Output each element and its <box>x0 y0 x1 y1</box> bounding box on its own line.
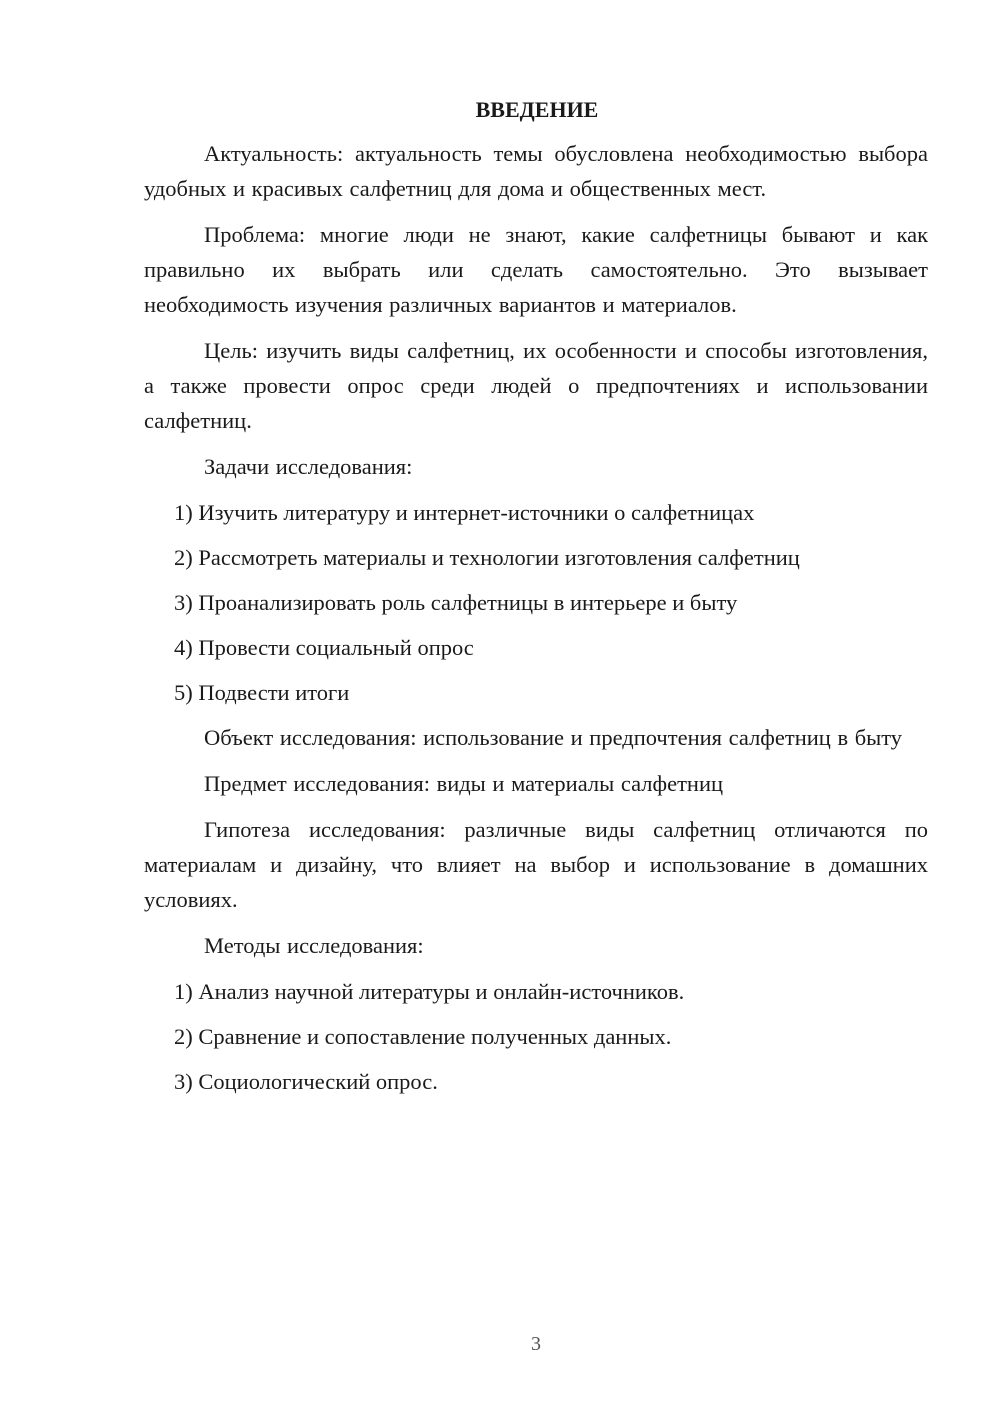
task-item: 5) Подвести итоги <box>174 680 350 705</box>
problem-paragraph: Проблема: многие люди не знают, какие салфетницы бывают и как правильно их выбрать или сделать самостоятельно. Это вызывает необходимость изучения различных вариантов и материалов. <box>144 222 928 317</box>
tasks-list <box>144 495 928 710</box>
method-item: 1) Анализ научной литературы и онлайн-источников. <box>174 979 685 1004</box>
task-item: 1) Изучить литературу и интернет-источники о салфетницах <box>174 500 755 525</box>
method-item: 2) Сравнение и сопоставление полученных данных. <box>174 1024 672 1049</box>
tasks-heading: Задачи исследования: <box>204 454 413 479</box>
methods-heading: Методы исследования: <box>204 933 424 958</box>
task-item: 4) Провести социальный опрос <box>174 635 474 660</box>
task-item: 2) Рассмотреть материалы и технологии изготовления салфетниц <box>174 545 800 570</box>
task-item: 3) Проанализировать роль салфетницы в интерьере и быту <box>174 590 738 615</box>
relevance-paragraph: Актуальность: актуальность темы обусловлена необходимостью выбора удобных и красивых салфетниц для дома и общественных мест. <box>144 141 928 201</box>
methods-list <box>144 974 928 1099</box>
method-item: 3) Социологический опрос. <box>174 1069 438 1094</box>
goal-paragraph: Цель: изучить виды салфетниц, их особенности и способы изготовления, а также провести опрос среди людей о предпочтениях и использовании салфетниц. <box>144 338 928 433</box>
subject-paragraph: Предмет исследования: виды и материалы салфетниц <box>204 771 724 796</box>
object-paragraph: Объект исследования: использование и предпочтения салфетниц в быту <box>204 725 903 750</box>
document-page <box>144 95 928 1109</box>
page-number: 3 <box>531 1333 541 1355</box>
hypothesis-paragraph: Гипотеза исследования: различные виды салфетниц отличаются по материалам и дизайну, что влияет на выбор и использование в домашних условиях. <box>144 817 928 912</box>
document-title: ВВЕДЕНИЕ <box>475 97 599 122</box>
